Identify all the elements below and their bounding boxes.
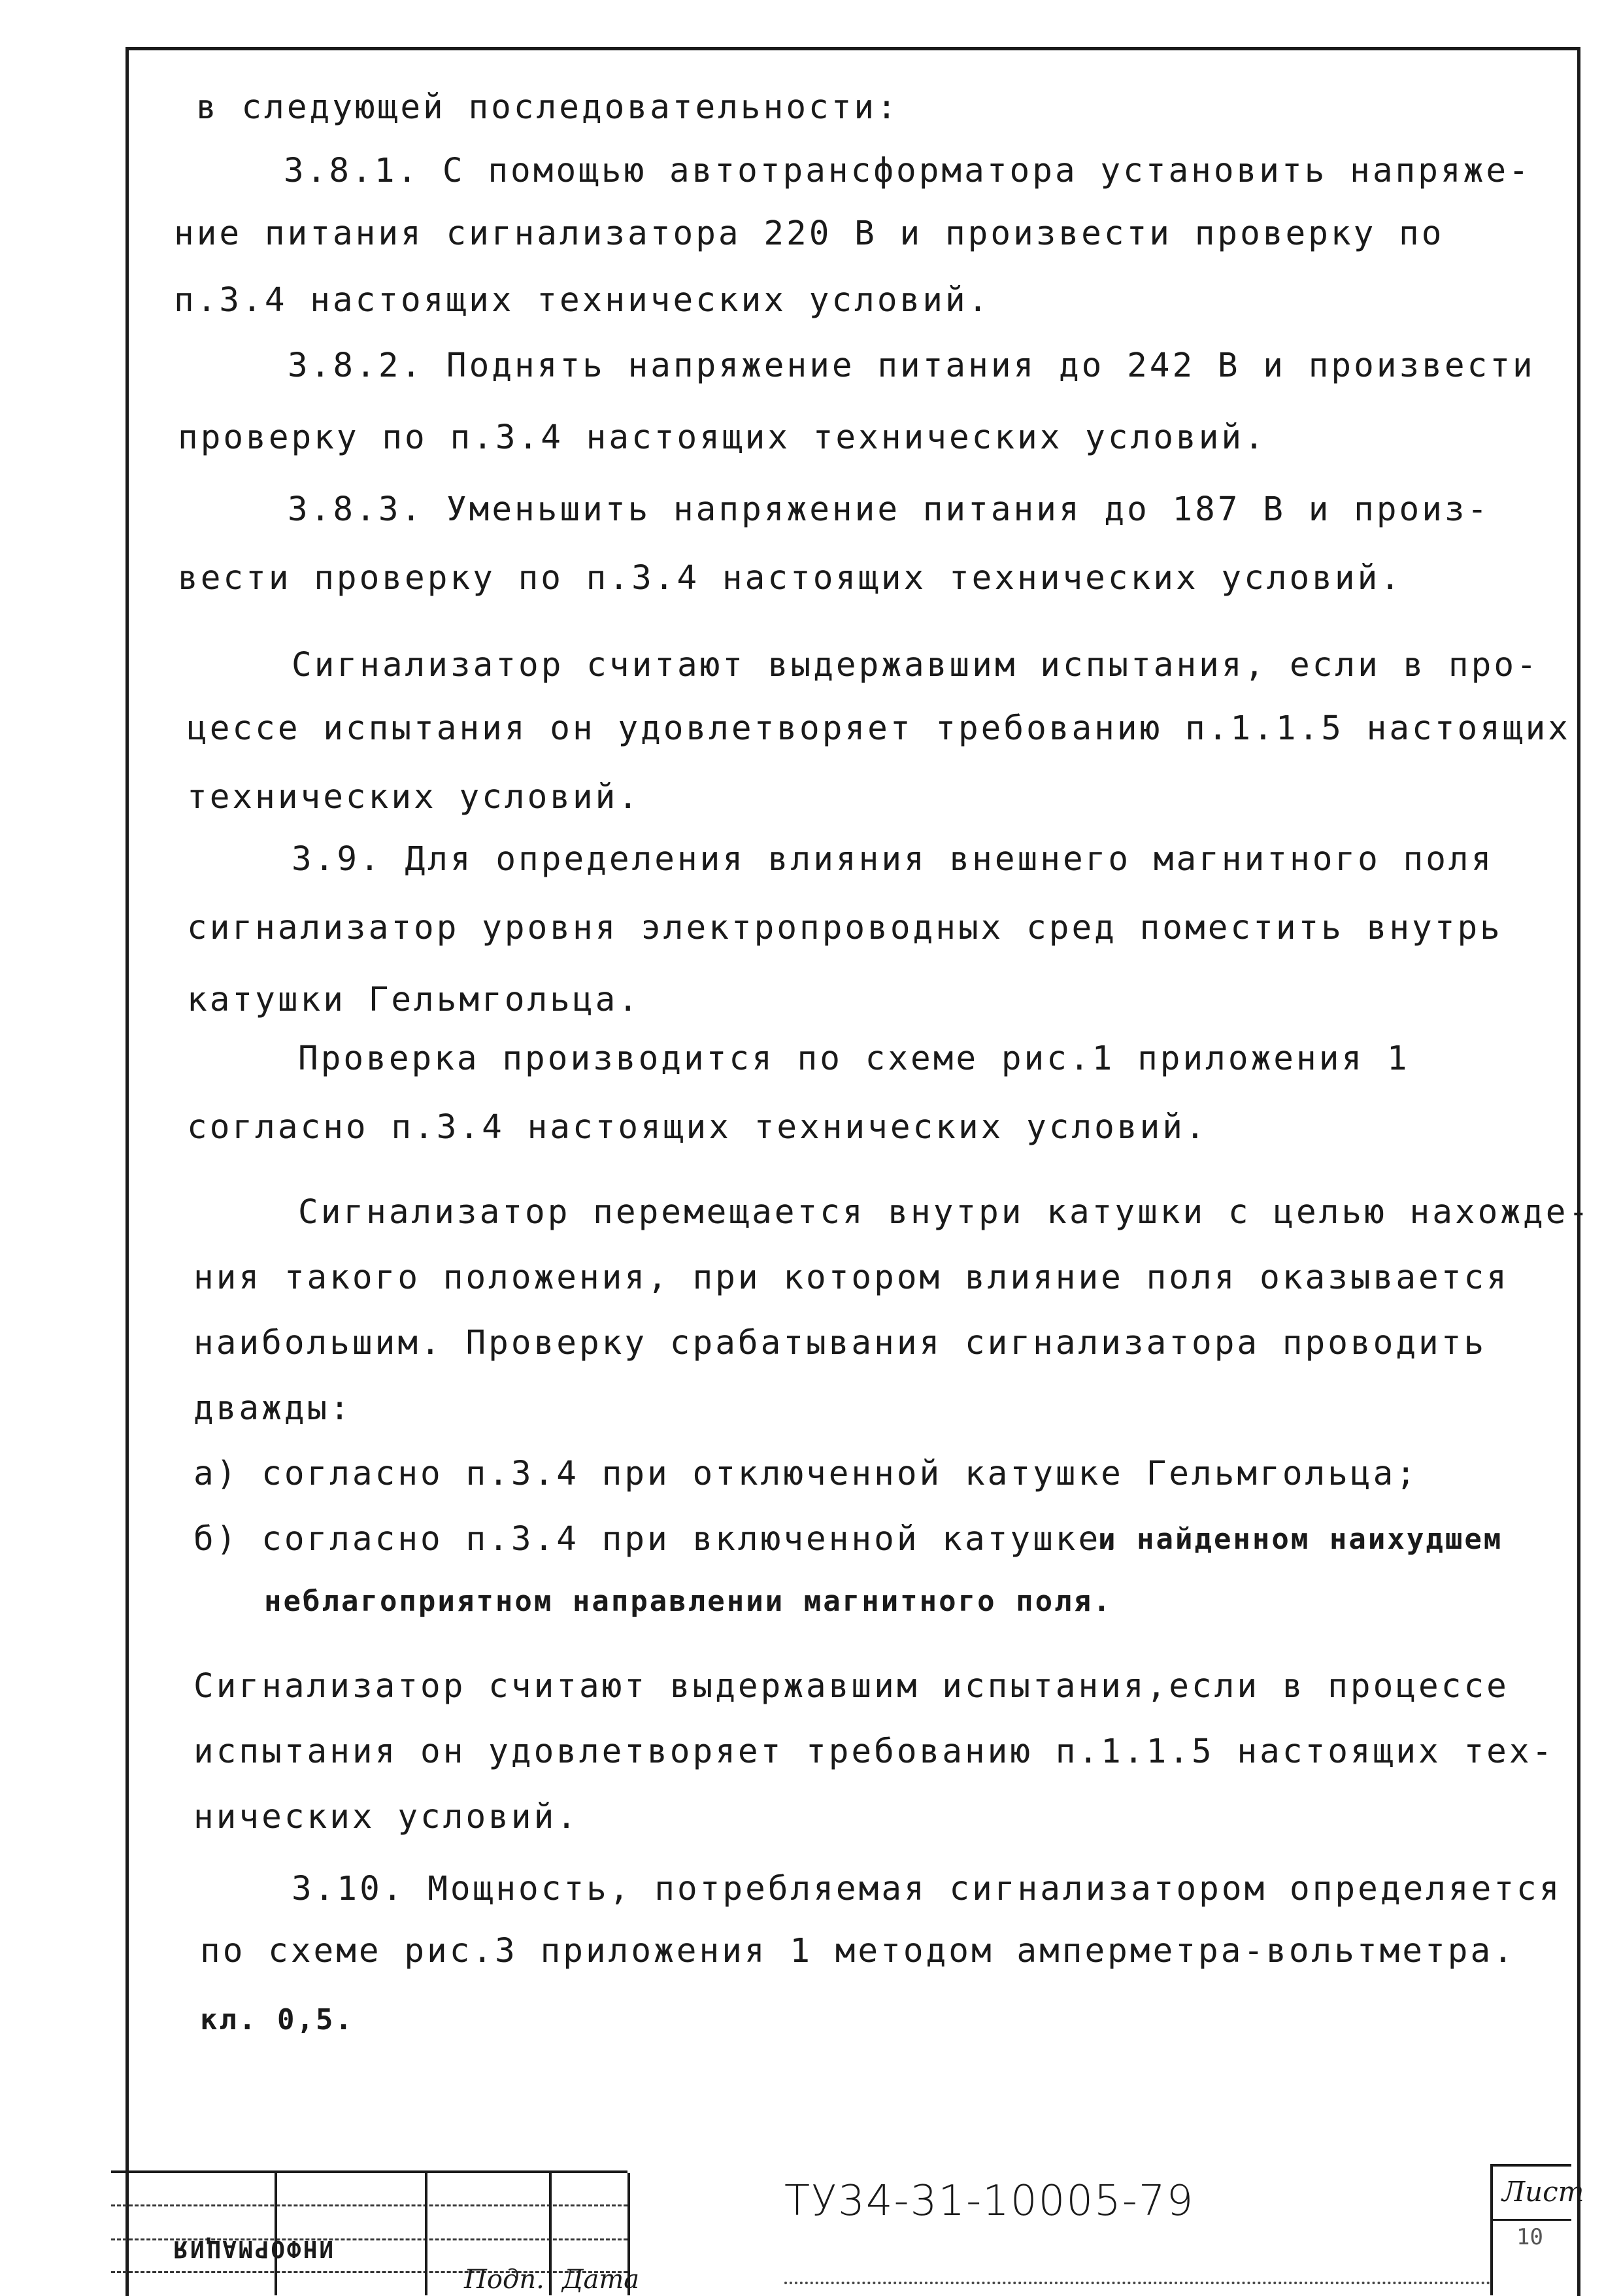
text-line: нических условий.	[193, 1798, 579, 1836]
text-line: дважды:	[193, 1389, 352, 1428]
text-line: Сигнализатор перемещается внутри катушки с целью нахожде-	[298, 1193, 1592, 1232]
sheet-divider	[1493, 2219, 1571, 2221]
text-line: 3.9. Для определения влияния внешнего магнитного поля	[292, 840, 1494, 879]
overtyped-text: кл. 0,5.	[200, 2003, 354, 2036]
list-item-a: а) согласно п.3.4 при отключенной катушке Гельмгольца;	[193, 1455, 1419, 1493]
overtyped-text: неблагоприятном направлении магнитного поля.	[264, 1585, 1112, 1618]
text-line: в следующей последовательности:	[196, 88, 899, 127]
text-line: технических условий.	[187, 778, 641, 817]
text-line: Сигнализатор считают выдержавшим испытания,если в процессе	[193, 1667, 1509, 1706]
overtyped-text: и найденном наихудшем	[1098, 1523, 1503, 1556]
list-item-b: б) согласно п.3.4 при включенной катушке.	[193, 1520, 1124, 1559]
bottom-rule	[784, 2282, 1490, 2284]
text-line: проверку по п.3.4 настоящих технических условий.	[178, 418, 1267, 457]
text-line: Сигнализатор считают выдержавшим испытания, если в про-	[292, 646, 1539, 684]
title-block-col	[425, 2173, 427, 2295]
text-line: ние питания сигнализатора 220 В и произвести проверку по	[174, 214, 1445, 253]
text-line: наибольшим. Проверку срабатывания сигнализатора проводить	[193, 1324, 1487, 1362]
text-line: ния такого положения, при котором влияние поля оказывается	[193, 1258, 1509, 1297]
text-line: по схеме рис.3 приложения 1 методом амперметра-вольтметра.	[200, 1932, 1516, 1970]
text-line: цессе испытания он удовлетворяет требованию п.1.1.5 настоящих	[187, 709, 1571, 748]
text-line: согласно п.3.4 настоящих технических условий.	[187, 1108, 1208, 1147]
title-block-col	[549, 2173, 552, 2295]
text-line: испытания он удовлетворяет требованию п.1.1.5 настоящих тех-	[193, 1732, 1555, 1771]
sheet-label: Лист	[1502, 2176, 1584, 2208]
text-line: 3.8.3. Уменьшить напряжение питания до 187 В и произ-	[288, 490, 1490, 529]
sheet-number: 10	[1516, 2224, 1543, 2250]
text-line: 3.10. Мощность, потребляемая сигнализатором определяется	[292, 1870, 1562, 1908]
title-block-sign: Подп.	[464, 2265, 544, 2295]
text-line: 3.8.2. Поднять напряжение питания до 242 В и произвести	[288, 346, 1535, 385]
text-line: п.3.4 настоящих технических условий.	[174, 281, 991, 320]
text-line: 3.8.1. С помощью автотрансформатора установить напряже-	[284, 152, 1531, 190]
text-line: Проверка производится по схеме рис.1 приложения 1	[298, 1039, 1410, 1078]
document-code: ТУ34-31-10005-79	[784, 2177, 1195, 2225]
title-block	[111, 2170, 640, 2295]
text-line: сигнализатор уровня электропроводных сред поместить внутрь	[187, 909, 1503, 947]
title-block-rotated-label: ИНФОРМАЦИЯ	[172, 2235, 333, 2262]
title-block-date: Дата	[562, 2265, 640, 2295]
text-line: вести проверку по п.3.4 настоящих технических условий.	[178, 559, 1403, 598]
text-line: катушки Гельмгольца.	[187, 981, 641, 1019]
sheet-box	[1490, 2164, 1584, 2295]
title-block-col	[275, 2173, 277, 2295]
